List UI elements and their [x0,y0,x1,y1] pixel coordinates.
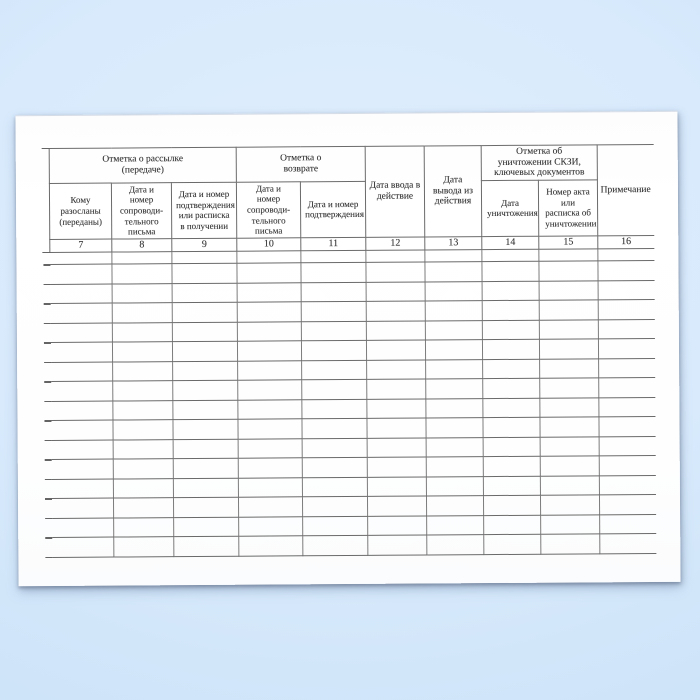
empty-data-row [52,534,656,558]
empty-cell [238,380,302,400]
subheader-recipients-label: Кому разосланы (переданы) [59,195,102,227]
subheader-cover-letter-return-label: Дата и номер сопроводи- тельного письма [246,183,291,236]
empty-cell [539,339,598,359]
empty-cell [301,282,366,302]
empty-cell [114,537,174,557]
empty-cell [599,378,655,398]
empty-cell [112,264,172,284]
journal-table [49,144,656,558]
group-header-dispatch [49,147,236,183]
empty-cell [52,518,114,538]
empty-cell [113,498,173,518]
empty-cell [302,438,367,458]
empty-cell [483,398,540,418]
table-body [50,248,656,557]
empty-cell [483,418,540,438]
empty-cell [172,283,237,303]
empty-cell [540,359,599,379]
empty-cell [367,379,426,399]
empty-cell [50,342,112,362]
subheader-destruction-date-label: Дата уничтожения [487,197,538,219]
empty-cell [50,303,112,323]
empty-cell [173,361,238,381]
empty-cell [367,399,426,419]
empty-cell [173,478,238,498]
column-number-12: 12 [366,237,425,250]
empty-cell [599,397,655,417]
header-note [597,144,654,235]
empty-cell [482,320,539,340]
empty-cell [599,358,655,378]
empty-cell [426,438,483,458]
empty-cell [426,379,483,399]
subheader-confirmation-or-receipt-label: Дата и номер подтверждения или расписка в получении [176,188,235,232]
empty-cell [366,282,425,302]
empty-cell [368,516,427,536]
empty-cell [301,302,366,322]
empty-cell [483,437,540,457]
empty-cell [367,477,426,497]
empty-cell [482,340,539,360]
empty-cell [599,495,655,515]
empty-cell [51,420,113,440]
subheader-destruction-act-label: Номер акта или расписка об уничтожении [545,186,597,229]
empty-cell [113,401,173,421]
empty-cell [598,248,654,261]
empty-cell [426,360,483,380]
empty-cell [172,303,237,323]
empty-cell [113,362,173,382]
column-number-9: 9 [172,238,237,251]
empty-cell [427,516,484,536]
subheader-confirmation [300,181,365,237]
empty-cell [301,263,366,283]
empty-cell [237,322,301,342]
empty-cell [425,321,482,341]
empty-cell [367,496,426,516]
group-header-dispatch-label: Отметка о рассылке (передаче) [102,154,184,176]
empty-cell [113,459,173,479]
empty-cell [302,458,367,478]
empty-cell [483,457,540,477]
header-note-label: Примечание [600,184,651,195]
empty-cell [483,359,540,379]
empty-cell [426,496,483,516]
group-header-destruction-label: Отметка об уничтожении СКЗИ, ключевых документов [494,146,585,179]
empty-cell [238,497,302,517]
empty-cell [173,400,238,420]
empty-cell [50,284,112,304]
empty-cell [239,517,303,537]
empty-cell [539,249,598,262]
subheader-destruction-date [481,180,538,236]
empty-cell [237,251,301,264]
empty-cell [426,399,483,419]
empty-cell [112,252,172,265]
empty-cell [51,440,113,460]
empty-cell [51,401,113,421]
empty-cell [302,419,367,439]
empty-cell [540,378,599,398]
empty-cell [237,302,301,322]
empty-cell [113,440,173,460]
empty-cell [366,321,425,341]
empty-cell [540,456,599,476]
subheader-destruction-act [538,180,597,236]
empty-cell [540,398,599,418]
empty-cell [302,360,367,380]
empty-cell [173,498,238,518]
empty-cell [367,418,426,438]
subheader-confirmation-label: Дата и номер подтверждения [305,198,364,220]
empty-cell [427,535,484,555]
empty-cell [301,321,366,341]
empty-cell [366,250,425,263]
empty-cell [51,362,113,382]
empty-cell [483,379,540,399]
empty-cell [484,515,541,535]
empty-cell [540,476,599,496]
column-number-8: 8 [112,239,172,252]
empty-cell [598,319,654,339]
empty-cell [598,300,654,320]
empty-cell [51,479,113,499]
empty-cell [174,537,239,557]
empty-cell [366,301,425,321]
empty-cell [541,515,600,535]
empty-cell [301,341,366,361]
empty-cell [366,262,425,282]
column-number-16: 16 [598,235,654,248]
empty-cell [540,495,599,515]
empty-cell [114,518,174,538]
empty-cell [425,301,482,321]
empty-cell [112,342,172,362]
header-date-decommissioned-label: Дата вывода из действия [432,175,474,207]
empty-cell [599,436,655,456]
empty-cell [600,534,656,554]
group-header-row [49,144,653,183]
header-date-commissioned [365,146,425,237]
empty-cell [539,320,598,340]
empty-cell [51,459,113,479]
subheader-recipients [49,183,111,239]
column-number-14: 14 [482,236,539,249]
empty-cell [482,281,539,301]
column-number-11: 11 [301,237,366,250]
column-number-15: 15 [539,236,598,249]
empty-cell [112,303,172,323]
empty-cell [482,301,539,321]
empty-cell [367,438,426,458]
empty-cell [237,263,301,283]
empty-cell [483,496,540,516]
empty-cell [172,322,237,342]
empty-cell [366,340,425,360]
empty-cell [599,475,655,495]
subheader-cover-letter-dispatch [111,183,171,239]
empty-cell [426,457,483,477]
empty-cell [302,477,367,497]
group-header-destruction [481,145,597,181]
subheader-cover-letter-return [236,182,300,238]
empty-cell [173,420,238,440]
empty-cell [237,341,301,361]
empty-cell [598,261,654,281]
empty-cell [599,417,655,437]
empty-cell [50,264,112,284]
empty-cell [52,537,114,557]
empty-cell [238,419,302,439]
empty-cell [112,284,172,304]
empty-cell [598,339,654,359]
column-number-13: 13 [425,237,482,250]
empty-cell [238,361,302,381]
empty-cell [238,439,302,459]
empty-cell [425,250,482,263]
empty-cell [301,250,366,263]
empty-cell [425,340,482,360]
empty-cell [173,459,238,479]
empty-cell [540,417,599,437]
empty-cell [540,437,599,457]
group-header-return-label: Отметка о возврате [280,153,322,175]
column-number-7: 7 [50,239,112,252]
empty-cell [50,323,112,343]
empty-cell [541,534,600,554]
empty-cell [367,360,426,380]
empty-cell [539,281,598,301]
empty-cell [482,262,539,282]
empty-cell [539,261,598,281]
empty-cell [113,420,173,440]
empty-cell [172,264,237,284]
empty-cell [425,282,482,302]
empty-cell [600,514,656,534]
empty-cell [482,249,539,262]
empty-cell [483,476,540,496]
table-header [49,144,654,252]
empty-cell [367,457,426,477]
empty-cell [238,400,302,420]
subheader-cover-letter-dispatch-label: Дата и номер сопроводи- тельного письма [119,184,164,237]
header-date-commissioned-label: Дата ввода в действие [369,180,421,202]
empty-cell [239,536,303,556]
empty-cell [174,517,239,537]
empty-cell [302,497,367,517]
empty-cell [426,418,483,438]
empty-cell [173,381,238,401]
empty-cell [303,516,368,536]
empty-cell [425,262,482,282]
column-number-10: 10 [237,238,301,251]
subheader-confirmation-or-receipt [171,182,236,238]
header-date-decommissioned [424,146,482,237]
empty-cell [51,381,113,401]
empty-cell [302,399,367,419]
empty-cell [113,381,173,401]
empty-cell [539,300,598,320]
empty-cell [113,479,173,499]
empty-cell [172,342,237,362]
empty-cell [238,478,302,498]
empty-cell [51,498,113,518]
empty-cell [303,536,368,556]
empty-cell [368,535,427,555]
empty-cell [112,323,172,343]
empty-cell [173,439,238,459]
empty-cell [598,280,654,300]
journal-sheet [15,111,680,586]
empty-cell [50,252,112,265]
empty-cell [484,535,541,555]
group-header-return [236,146,365,182]
sub-header-row [49,179,653,239]
empty-cell [599,456,655,476]
empty-cell [238,458,302,478]
empty-cell [302,380,367,400]
empty-cell [426,477,483,497]
empty-cell [172,251,237,264]
empty-cell [237,283,301,303]
